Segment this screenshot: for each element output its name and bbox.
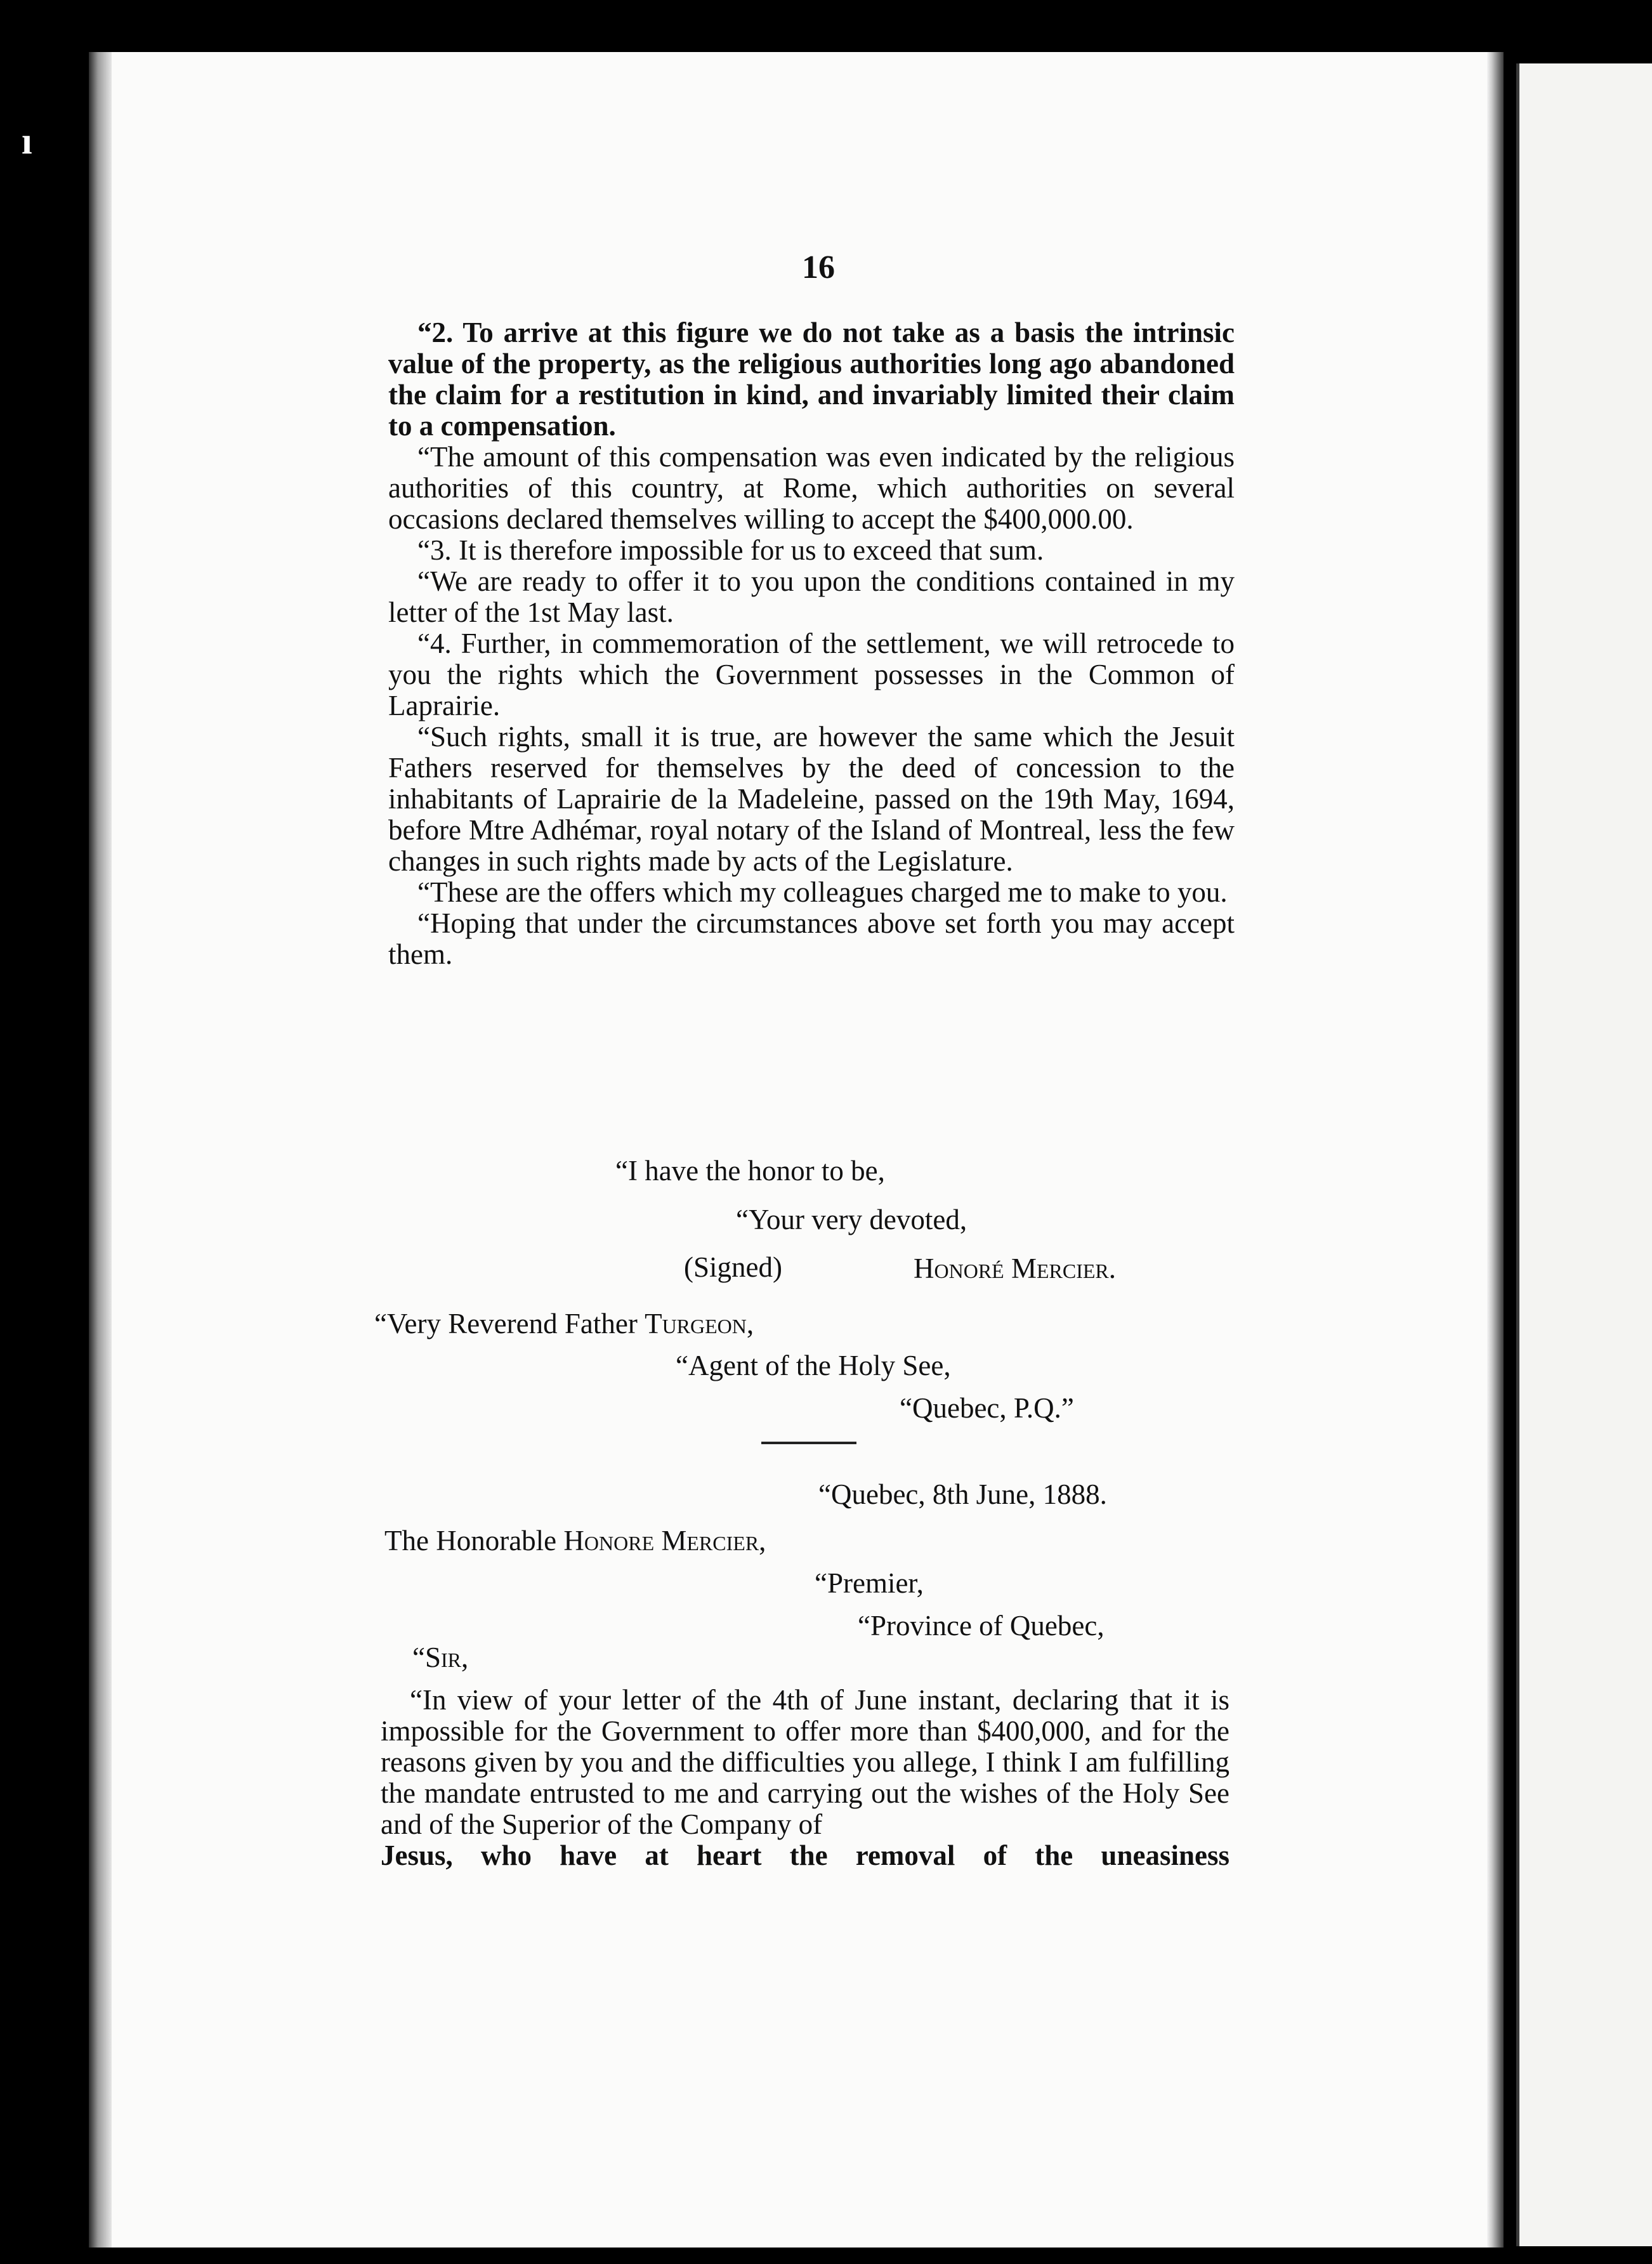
paragraph-compensation: “The amount of this compensation was even indicated by the religious authorities of this country, at Rome, which authorities on several occasions declared themselves willing to accept the $400,000.00. xyxy=(388,441,1235,535)
recipient-title: “Premier, xyxy=(815,1567,924,1599)
recipient-line xyxy=(384,1527,766,1555)
closing-honor: “I have the honor to be, xyxy=(615,1155,885,1187)
addressee-line-3: “Quebec, P.Q.” xyxy=(900,1392,1074,1424)
paragraph-rights: “Such rights, small it is true, are however the same which the Jesuit Fathers reserved for themselves by the deed of concession to the inhabitants of Laprairie de la Madeleine, passed on the 19th May, 1694, before Mtre Adhémar, royal notary of the Island of Montreal, less the few changes in such rights made by acts of the Legislature. xyxy=(388,721,1235,877)
closing-devoted: “Your very devoted, xyxy=(736,1204,967,1235)
paragraph-offer: “We are ready to offer it to you upon the conditions contained in my letter of the 1st May last. xyxy=(388,565,1235,628)
next-page-edge xyxy=(1516,63,1652,2246)
dateline: “Quebec, 8th June, 1888. xyxy=(818,1478,1107,1510)
recipient-prefix: The Honorable xyxy=(384,1525,564,1557)
letter-body xyxy=(388,317,1235,970)
paragraph-point-3: “3. It is therefore impossible for us to exceed that sum. xyxy=(417,534,1044,566)
paragraph-point-4: “4. Further, in commemoration of the settlement, we will retrocede to you the rights which the Government possesses in the Common of Laprairie. xyxy=(388,628,1235,721)
page-number: 16 xyxy=(802,249,835,286)
reply-final-line: Jesus, who have at heart the removal of the uneasiness xyxy=(381,1840,1229,1871)
paragraph-point-2: “2. To arrive at this figure we do not take as a basis the intrinsic value of the property, as the religious authorities long ago abandoned the claim for a restitution in kind, and invariably limited their claim to a compensation. xyxy=(388,317,1235,442)
paragraph-offers: “These are the offers which my colleagues charged me to make to you. xyxy=(417,876,1228,908)
signature-name: Honoré Mercier. xyxy=(914,1253,1117,1284)
margin-mark: ı xyxy=(22,120,32,162)
addressee-prefix: “Very Reverend Father xyxy=(374,1308,645,1339)
addressee-line-2: “Agent of the Holy See, xyxy=(676,1350,951,1381)
page-edge-right xyxy=(1487,52,1504,2248)
addressee-line-1 xyxy=(374,1310,754,1338)
reply-paragraph: “In view of your letter of the 4th of June instant, declaring that it is impossible for the Government to offer more than $400,000, and for the reasons given by you and the difficulties you allege, I think I am fulfilling the mandate entrusted to me and carrying out the wishes of the Holy See and of the Superior of the Company of xyxy=(381,1684,1229,1840)
page-edge-left xyxy=(89,52,112,2248)
paragraph-hoping: “Hoping that under the circumstances above set forth you may accept them. xyxy=(388,907,1235,970)
reply-body xyxy=(381,1685,1229,1871)
salutation: “Sir, xyxy=(412,1642,469,1673)
recipient-name: Honore Mercier, xyxy=(563,1525,766,1557)
recipient-place: “Province of Quebec, xyxy=(858,1610,1105,1642)
signed-label: (Signed) xyxy=(684,1251,782,1283)
section-divider xyxy=(761,1442,856,1444)
addressee-name: Turgeon, xyxy=(645,1308,754,1339)
